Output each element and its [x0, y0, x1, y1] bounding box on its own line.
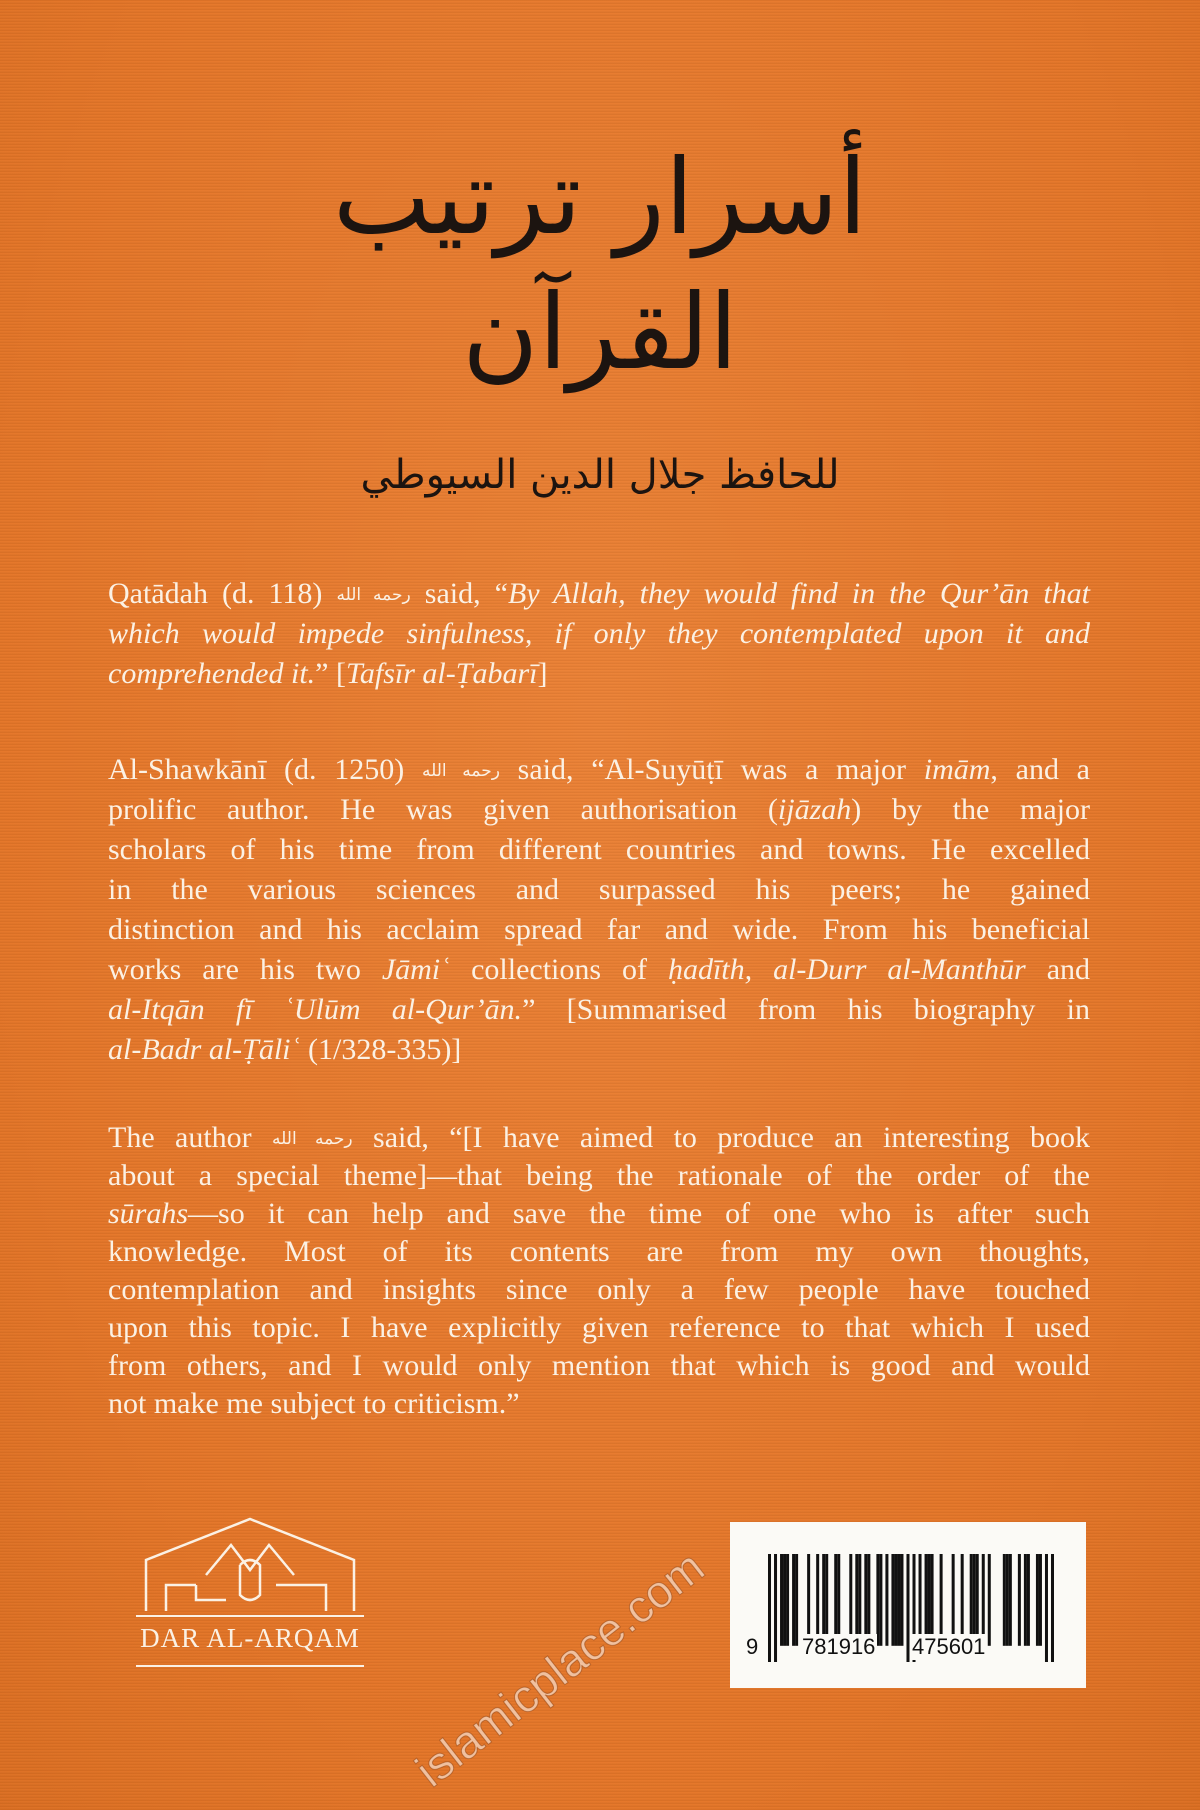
text: ” [: [315, 657, 346, 690]
barcode-bar: [858, 1554, 861, 1646]
barcode-bar: [837, 1554, 840, 1646]
text-line: [108, 1309, 1090, 1347]
italic-text: comprehended it.: [108, 657, 316, 690]
text: collections of: [450, 953, 668, 986]
barcode-bar: [897, 1554, 900, 1646]
text: and: [1025, 953, 1091, 986]
barcode-bar: [783, 1554, 786, 1646]
text-line: [108, 790, 1090, 830]
text: not make me subject to criticism.”: [108, 1387, 520, 1420]
text: ]: [537, 657, 548, 690]
text: (1/328-335)]: [300, 1033, 462, 1066]
italic-text: imām: [923, 753, 991, 786]
barcode-bar: [1006, 1554, 1009, 1646]
arabic-title-calligraphy: أسرار ترتيب القرآن: [332, 135, 868, 393]
barcode-bar: [900, 1554, 903, 1646]
text-line: [108, 654, 1090, 694]
barcode-bar: [988, 1554, 991, 1646]
text-line: [108, 870, 1090, 910]
barcode-bar: [891, 1554, 894, 1646]
arabic-author-subtitle: للحافظ جلال الدين السيوطي: [360, 452, 840, 498]
barcode-bar: [1018, 1554, 1021, 1646]
text: in the various sciences and surpassed his peers; he gained: [108, 873, 1090, 906]
text-line: [108, 614, 1090, 654]
text: scholars of his time from different countries and towns. He excelled: [108, 833, 1090, 866]
barcode-bar: [849, 1554, 852, 1646]
text: knowledge. Most of its contents are from my own thoughts,: [108, 1235, 1090, 1268]
text-line: [108, 750, 1090, 790]
barcode-bar: [1051, 1554, 1054, 1662]
barcode-bar: [1003, 1554, 1006, 1646]
barcode-bar: [1024, 1554, 1027, 1646]
barcode-bar: [768, 1554, 771, 1662]
text: ” [Summarised from his biography in: [522, 993, 1091, 1026]
text: Qatādah (d. 118): [108, 577, 337, 610]
text-line: [108, 1119, 1090, 1157]
barcode-bar: [925, 1554, 928, 1646]
text: distinction and his acclaim spread far and wide. From his beneficial: [108, 913, 1090, 946]
italic-text: ijāzah: [777, 793, 852, 826]
text: contemplation and insights since only a few people have touched: [108, 1273, 1090, 1306]
barcode-bar: [855, 1554, 858, 1646]
text-line: [108, 1233, 1090, 1271]
text-line: [108, 1271, 1090, 1309]
text: said, “: [410, 577, 508, 610]
barcode-group-2: 475601: [912, 1634, 986, 1659]
publisher-logo: [136, 1515, 364, 1675]
text: , and a: [990, 753, 1090, 786]
barcode-bar: [1045, 1554, 1048, 1662]
text-line: [108, 830, 1090, 870]
text: upon this topic. I have explicitly given reference to that which I used: [108, 1311, 1090, 1344]
text: from others, and I would only mention that which is good and would: [108, 1349, 1090, 1382]
text-line: [108, 910, 1090, 950]
barcode-bar: [774, 1554, 777, 1662]
text-line: [108, 1030, 1090, 1070]
barcode-bar: [940, 1554, 943, 1646]
text-line: [108, 1157, 1090, 1195]
barcode-group-1: 781916: [802, 1634, 876, 1659]
barcode-bar: [928, 1554, 931, 1646]
barcode-bar: [822, 1554, 825, 1646]
text: works are his two: [108, 953, 382, 986]
italic-text: al-Itqān fī ʿUlūm al-Qur’ān.: [108, 993, 523, 1026]
text: —so it can help and save the time of one who is after such: [188, 1197, 1090, 1230]
italic-text: ḥadīth, al-Durr al-Manthūr: [667, 953, 1026, 986]
barcode-bar: [780, 1554, 783, 1646]
barcode-bar: [885, 1554, 888, 1646]
barcode-bar: [973, 1554, 976, 1646]
barcode-bar: [816, 1554, 819, 1646]
italic-text: Tafsīr al-Ṭabarī: [345, 657, 538, 690]
barcode-bar: [952, 1554, 955, 1646]
barcode-bar: [876, 1554, 879, 1646]
italic-text: sūrahs: [108, 1197, 189, 1230]
honorific-arabic: رحمه الله: [336, 585, 411, 605]
barcode-bar: [1027, 1554, 1030, 1646]
italic-text: By Allah, they would find in the Qur’ān that: [507, 577, 1090, 610]
quote-qatadah: [108, 574, 1090, 694]
watermark: islamicplace.com: [405, 1540, 714, 1797]
text: said, “Al-Suyūṭī was a major: [499, 753, 924, 786]
text-line: [108, 574, 1090, 614]
italic-text: Jāmiʿ: [381, 953, 451, 986]
barcode-bar: [879, 1554, 882, 1646]
text: Al-Shawkānī (d. 1250): [108, 753, 422, 786]
honorific-arabic: رحمه الله: [272, 1129, 353, 1149]
honorific-arabic: رحمه الله: [421, 761, 500, 781]
quote-shawkani: [108, 750, 1090, 1070]
text: ) by the major: [851, 793, 1091, 826]
barcode-bar: [795, 1554, 798, 1646]
text-line: [108, 990, 1090, 1030]
barcode-bar: [976, 1554, 979, 1646]
barcode-digit-first: 9: [746, 1634, 759, 1659]
barcode-bar: [961, 1554, 964, 1646]
barcode-bar: [1036, 1554, 1039, 1646]
barcode-bar: [1009, 1554, 1012, 1646]
isbn-barcode: [730, 1522, 1086, 1688]
text: said, “[I have aimed to produce an interesting book: [352, 1121, 1090, 1154]
barcode-bar: [982, 1554, 985, 1646]
text: prolific author. He was given authorisation (: [108, 793, 778, 826]
barcode-bar: [825, 1554, 828, 1646]
text-line: [108, 1195, 1090, 1233]
quote-author: [108, 1119, 1090, 1423]
text: The author: [108, 1121, 273, 1154]
barcode-bar: [931, 1554, 934, 1646]
barcode-bar: [807, 1554, 810, 1646]
text: about a special theme]—that being the rationale of the order of the: [108, 1159, 1090, 1192]
publisher-name: DAR AL-ARQAM: [140, 1623, 360, 1653]
mosque-house-logo-icon: [136, 1515, 364, 1615]
text-line: [108, 1347, 1090, 1385]
barcode-bar: [970, 1554, 973, 1646]
barcode-bar: [786, 1554, 789, 1646]
barcode-bar: [867, 1554, 870, 1646]
barcode-bar: [864, 1554, 867, 1646]
text-line: [108, 1385, 1090, 1423]
barcode-bar: [792, 1554, 795, 1646]
text-line: [108, 950, 1090, 990]
italic-text: which would impede sinfulness, if only they contemplated upon it and: [108, 617, 1090, 650]
barcode-bar: [834, 1554, 837, 1646]
barcode-bar: [919, 1554, 922, 1646]
italic-text: al-Badr al-Ṭāliʿ: [108, 1033, 301, 1066]
barcode-bar: [1039, 1554, 1042, 1646]
barcode-bar: [894, 1554, 897, 1646]
